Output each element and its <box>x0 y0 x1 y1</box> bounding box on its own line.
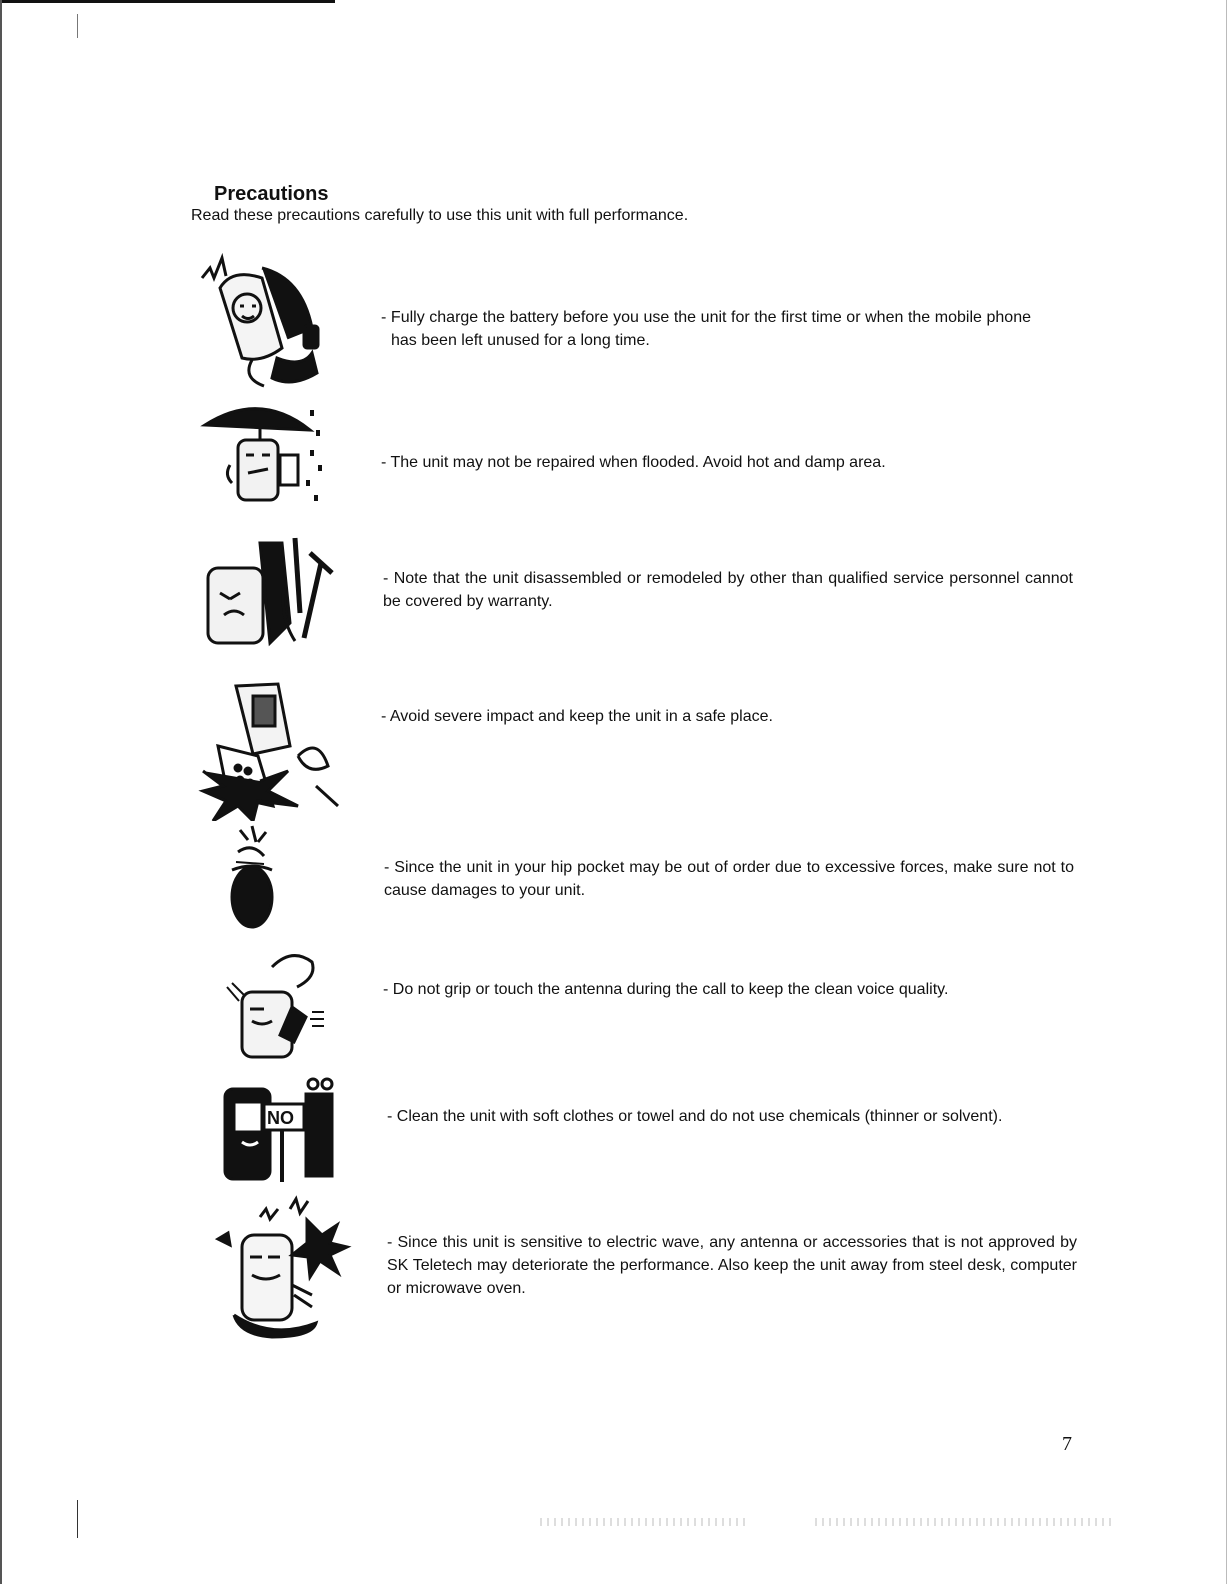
precaution-text: - Since the unit in your hip pocket may be out of order due to excessive forces, make sure not to cause damages to your unit. <box>384 859 1074 899</box>
precaution-text: - Note that the unit disassembled or remodeled by other than qualified service personnel cannot be covered by warranty. <box>383 570 1073 610</box>
page-title: Precautions <box>214 183 329 205</box>
scan-speckle <box>815 1518 1115 1526</box>
precaution-text: - Clean the unit with soft clothes or towel and do not use chemicals (thinner or solvent). <box>387 1108 1003 1125</box>
precaution-text: - Fully charge the battery before you use the unit for the first time or when the mobile phone has been left unused for a long time. <box>381 309 1031 349</box>
intro-text: Read these precautions carefully to use this unit with full performance. <box>191 207 689 224</box>
precaution-text: - Do not grip or touch the antenna during the call to keep the clean voice quality. <box>383 981 949 998</box>
scan-mark <box>77 1500 78 1538</box>
page-number: 7 <box>1062 1433 1072 1455</box>
hip-pocket-illustration <box>222 822 312 932</box>
charging-phone-illustration <box>192 248 342 393</box>
scan-top-rule <box>0 0 335 3</box>
precaution-text: - Since this unit is sensitive to electric wave, any antenna or accessories that is not approved by SK Teletech may deteriorate the performance. Also keep the unit away from steel desk, computer or microwave oven. <box>387 1234 1077 1297</box>
scan-right-edge <box>1226 0 1227 1584</box>
precaution-text: - Avoid severe impact and keep the unit in a safe place. <box>381 708 773 725</box>
antenna-grip-illustration <box>222 947 372 1062</box>
no-sign-label: NO <box>267 1108 294 1128</box>
scan-mark <box>77 14 78 38</box>
electric-wave-illustration <box>212 1195 362 1340</box>
phone-impact-illustration <box>198 676 348 821</box>
precaution-text: - The unit may not be repaired when flooded. Avoid hot and damp area. <box>381 454 886 471</box>
no-chemicals-illustration <box>220 1074 370 1189</box>
scan-speckle <box>540 1518 750 1526</box>
scan-left-edge <box>0 0 2 1584</box>
umbrella-rain-illustration <box>200 395 350 520</box>
tools-disassembly-illustration <box>200 533 350 648</box>
